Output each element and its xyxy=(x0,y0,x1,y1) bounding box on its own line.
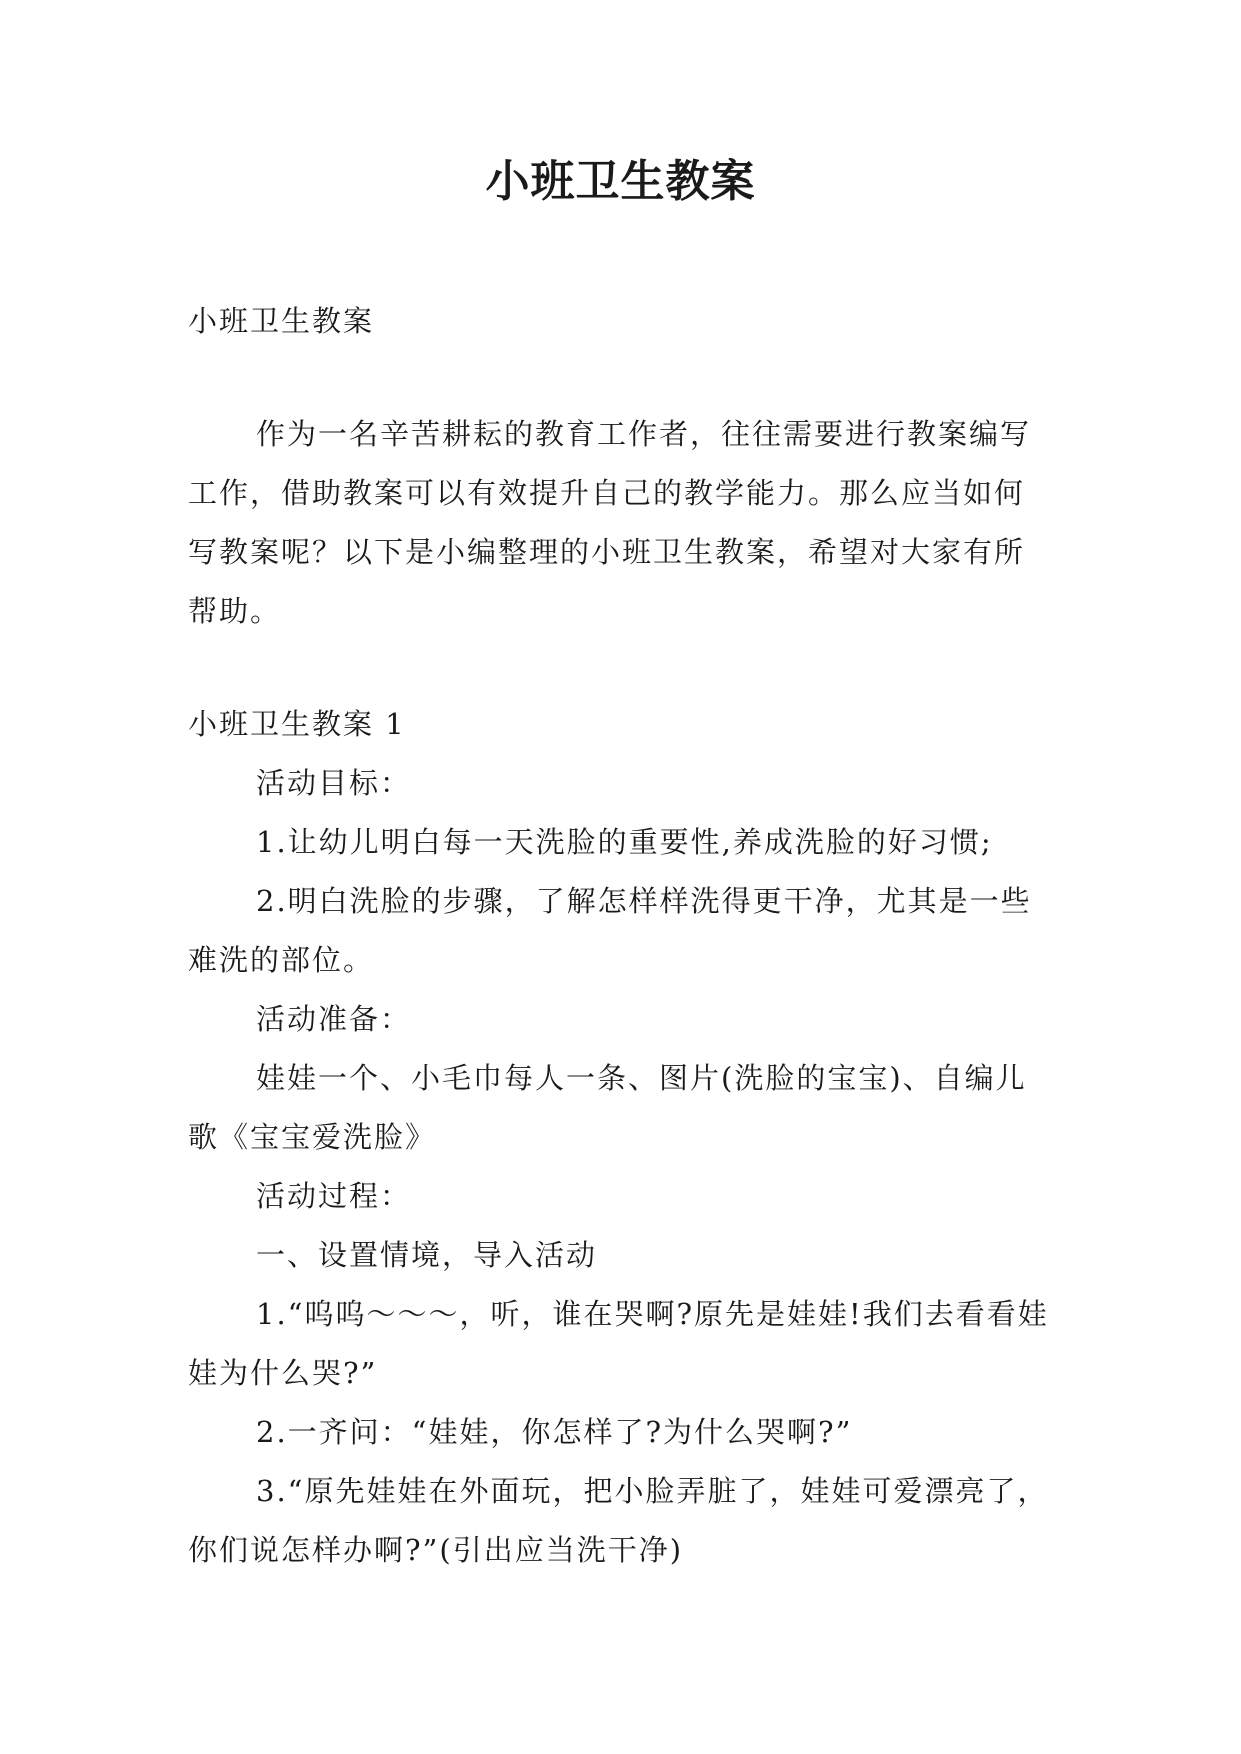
intro-paragraph: 作为一名辛苦耕耘的教育工作者，往往需要进行教案编写工作，借助教案可以有效提升自己的教学能力。那么应当如何写教案呢？以下是小编整理的小班卫生教案，希望对大家有所帮助。 xyxy=(188,417,1032,628)
section-heading: 小班卫生教案 1 xyxy=(188,707,406,741)
paragraph: 活动过程： xyxy=(256,1179,412,1213)
spacer xyxy=(188,641,1050,695)
paragraph: 活动目标： xyxy=(256,766,412,800)
paragraph: 1.让幼儿明白每一天洗脸的重要性,养成洗脸的好习惯; xyxy=(256,825,993,859)
paragraph: 1.“呜呜～～～，听，谁在哭啊?原先是娃娃!我们去看看娃娃为什么哭?” xyxy=(188,1297,1049,1390)
document-body xyxy=(188,292,1050,1580)
paragraph: 一、设置情境，导入活动 xyxy=(256,1238,598,1272)
paragraph: 3.“原先娃娃在外面玩，把小脸弄脏了，娃娃可爱漂亮了，你们说怎样办啊?”(引出应当洗干净) xyxy=(188,1474,1049,1567)
spacer xyxy=(188,351,1050,405)
paragraph: 2.明白洗脸的步骤，了解怎样样洗得更干净，尤其是一些难洗的部位。 xyxy=(188,884,1032,977)
document-title: 小班卫生教案 xyxy=(485,156,756,207)
document-subtitle: 小班卫生教案 xyxy=(188,304,375,338)
paragraph: 娃娃一个、小毛巾每人一条、图片(洗脸的宝宝)、自编儿歌《宝宝爱洗脸》 xyxy=(188,1061,1027,1154)
paragraph: 活动准备： xyxy=(256,1002,412,1036)
paragraph: 2.一齐问：“娃娃，你怎样了?为什么哭啊?” xyxy=(256,1415,853,1449)
